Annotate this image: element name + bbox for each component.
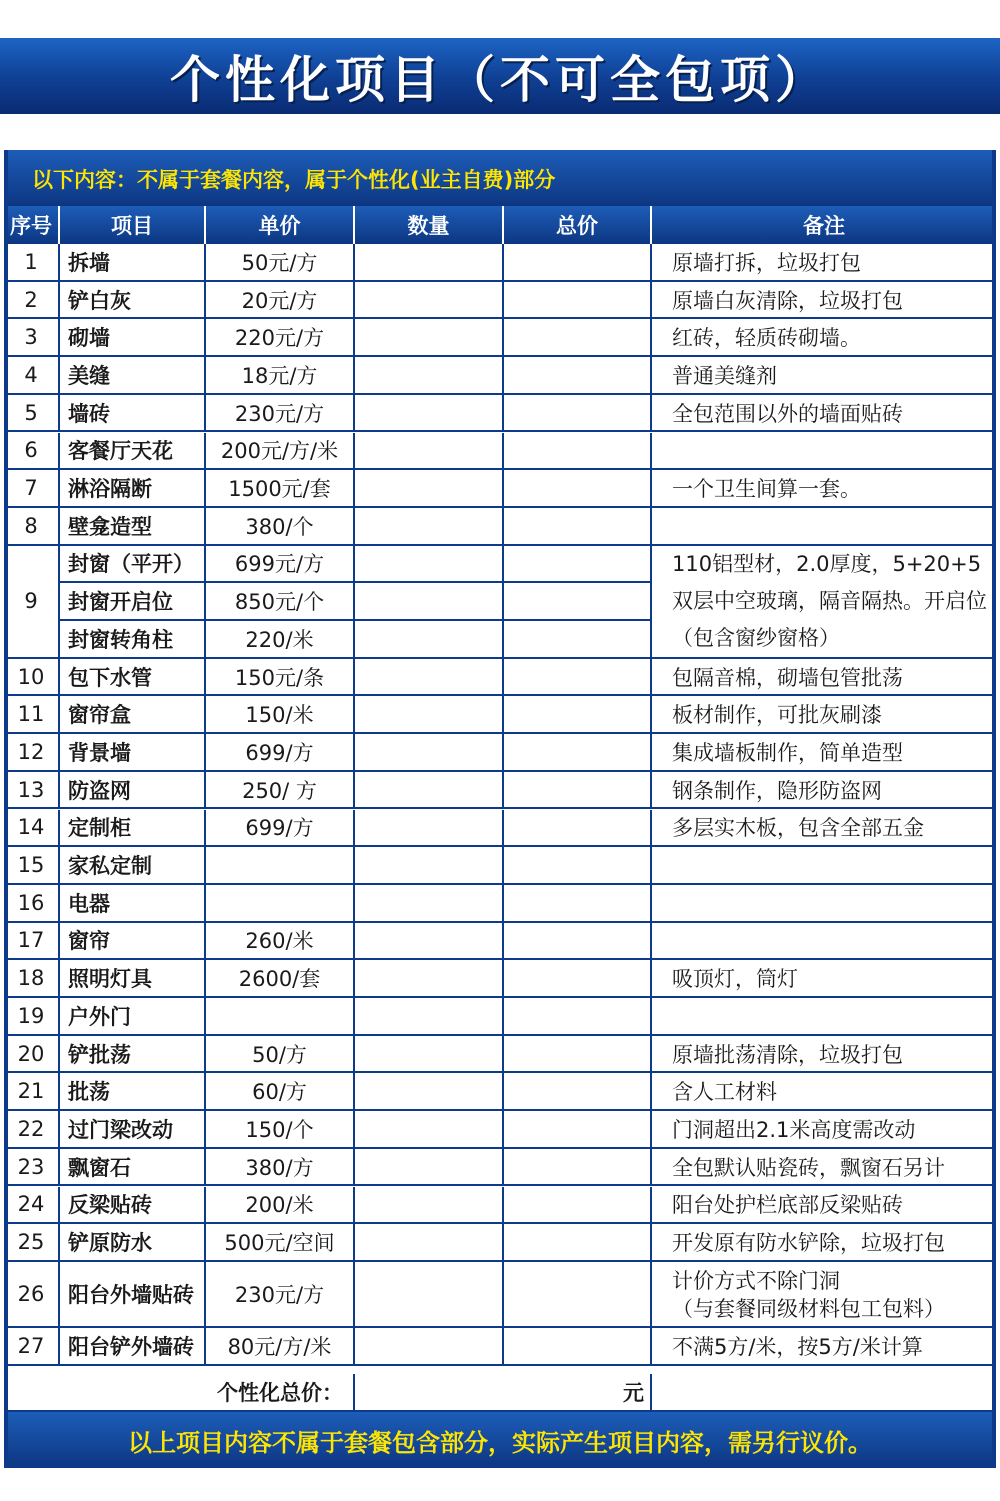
row-total: [504, 470, 652, 508]
row-item: 淋浴隔断: [60, 470, 206, 508]
row-note: [652, 508, 996, 546]
row-price: 260/米: [206, 923, 355, 961]
row-note: [652, 998, 996, 1036]
row-quantity: [355, 244, 504, 282]
row-quantity: [355, 1036, 504, 1074]
row-note: 钢条制作，隐形防盗网: [652, 772, 996, 810]
row-number: 15: [4, 847, 60, 885]
row-number: 10: [4, 659, 60, 697]
row-price: [206, 885, 355, 923]
row-total: [504, 810, 652, 848]
price-table-frame: [4, 150, 996, 1468]
row-note: 门洞超出2.1米高度需改动: [652, 1111, 996, 1149]
row-price: 380/个: [206, 508, 355, 546]
row-item: 封窗（平开）: [60, 546, 206, 584]
row-note: 含人工材料: [652, 1073, 996, 1111]
row-quantity: [355, 583, 504, 621]
row-total: [504, 546, 652, 584]
row-quantity: [355, 847, 504, 885]
row-number: 8: [4, 508, 60, 546]
row-price: 699/方: [206, 810, 355, 848]
row-price: 2600/套: [206, 960, 355, 998]
row-note: 不满5方/米，按5方/米计算: [652, 1328, 996, 1366]
row-note: 原墙白灰清除，垃圾打包: [652, 282, 996, 320]
row-item: 铲白灰: [60, 282, 206, 320]
row-number: 4: [4, 357, 60, 395]
row-total: [504, 1073, 652, 1111]
row-price: 230元/方: [206, 395, 355, 433]
row-quantity: [355, 508, 504, 546]
row-number: 21: [4, 1073, 60, 1111]
row-quantity: [355, 282, 504, 320]
row-price: 220元/方: [206, 319, 355, 357]
header-total: 总价: [504, 206, 652, 244]
row-quantity: [355, 1187, 504, 1225]
row-price: 1500元/套: [206, 470, 355, 508]
row-price: 150元/条: [206, 659, 355, 697]
row-quantity: [355, 433, 504, 471]
note-line: 计价方式不除门洞: [672, 1268, 840, 1293]
row-number: 5: [4, 395, 60, 433]
row-total: [504, 1187, 652, 1225]
row-note: 开发原有防水铲除，垃圾打包: [652, 1224, 996, 1262]
row-total: [504, 583, 652, 621]
row-number: 19: [4, 998, 60, 1036]
row-price: 250/ 方: [206, 772, 355, 810]
row-total: [504, 1149, 652, 1187]
row-note: 原墙打拆，垃圾打包: [652, 244, 996, 282]
row-quantity: [355, 395, 504, 433]
row-quantity: [355, 1149, 504, 1187]
row-note: [652, 847, 996, 885]
table-subheading: 以下内容：不属于套餐内容，属于个性化(业主自费)部分: [32, 168, 556, 192]
row-note: 全包范围以外的墙面贴砖: [652, 395, 996, 433]
row-price: 500元/空间: [206, 1224, 355, 1262]
row-total: [504, 998, 652, 1036]
row-total: [504, 319, 652, 357]
row-item: 壁龛造型: [60, 508, 206, 546]
row-total: [504, 1111, 652, 1149]
row-total: [504, 885, 652, 923]
row-note: 110铝型材，2.0厚度，5+20+5双层中空玻璃，隔音隔热。开启位（包含窗纱窗格）: [652, 546, 996, 659]
row-price: [206, 998, 355, 1036]
row-total: [504, 357, 652, 395]
row-quantity: [355, 998, 504, 1036]
footer-bar: [4, 1412, 996, 1468]
row-total: [504, 1262, 652, 1328]
row-total: [504, 433, 652, 471]
row-note: 板材制作，可批灰刷漆: [652, 696, 996, 734]
row-number: 17: [4, 923, 60, 961]
row-note: 吸顶灯，筒灯: [652, 960, 996, 998]
row-quantity: [355, 1328, 504, 1366]
total-label: 个性化总价：: [4, 1374, 355, 1412]
row-item: 批荡: [60, 1073, 206, 1111]
note-line: （与套餐同级材料包工包料）: [672, 1296, 945, 1321]
row-quantity: [355, 546, 504, 584]
total-row: [4, 1374, 996, 1412]
row-item: 封窗转角柱: [60, 621, 206, 659]
row-total: [504, 395, 652, 433]
row-price: 699/方: [206, 734, 355, 772]
row-note: 包隔音棉，砌墙包管批荡: [652, 659, 996, 697]
row-quantity: [355, 357, 504, 395]
row-number: 20: [4, 1036, 60, 1074]
row-item: 铲批荡: [60, 1036, 206, 1074]
row-price: 220/米: [206, 621, 355, 659]
row-note: 阳台处护栏底部反梁贴砖: [652, 1187, 996, 1225]
row-note: 普通美缝剂: [652, 357, 996, 395]
row-number: 25: [4, 1224, 60, 1262]
row-price: 850元/个: [206, 583, 355, 621]
row-item: 防盗网: [60, 772, 206, 810]
row-total: [504, 734, 652, 772]
row-number: 12: [4, 734, 60, 772]
row-number: 22: [4, 1111, 60, 1149]
row-item: 过门梁改动: [60, 1111, 206, 1149]
row-total: [504, 1328, 652, 1366]
row-price: 80元/方/米: [206, 1328, 355, 1366]
row-price: [206, 847, 355, 885]
row-item: 客餐厅天花: [60, 433, 206, 471]
row-quantity: [355, 1073, 504, 1111]
row-total: [504, 960, 652, 998]
row-item: 窗帘: [60, 923, 206, 961]
total-note-cell: [652, 1374, 996, 1412]
table-body: [4, 244, 996, 1412]
total-unit: 元: [355, 1374, 652, 1412]
page-title: 个性化项目（不可全包项）: [170, 51, 830, 109]
row-item: 砌墙: [60, 319, 206, 357]
row-note: [652, 923, 996, 961]
row-total: [504, 847, 652, 885]
row-item: 阳台铲外墙砖: [60, 1328, 206, 1366]
row-quantity: [355, 960, 504, 998]
row-item: 飘窗石: [60, 1149, 206, 1187]
row-number: 11: [4, 696, 60, 734]
row-total: [504, 621, 652, 659]
row-note: 一个卫生间算一套。: [652, 470, 996, 508]
row-note: 全包默认贴瓷砖，飘窗石另计: [652, 1149, 996, 1187]
row-total: [504, 923, 652, 961]
row-number: 18: [4, 960, 60, 998]
row-price: 20元/方: [206, 282, 355, 320]
row-item: 电器: [60, 885, 206, 923]
footer-note: 以上项目内容不属于套餐包含部分，实际产生项目内容，需另行议价。: [128, 1428, 872, 1457]
row-item: 窗帘盒: [60, 696, 206, 734]
row-number: 14: [4, 810, 60, 848]
row-total: [504, 772, 652, 810]
row-number: 1: [4, 244, 60, 282]
row-number: 7: [4, 470, 60, 508]
row-price: 230元/方: [206, 1262, 355, 1328]
row-item: 拆墙: [60, 244, 206, 282]
row-number: 6: [4, 433, 60, 471]
row-note: [652, 1262, 996, 1328]
row-price: 60/方: [206, 1073, 355, 1111]
row-price: 18元/方: [206, 357, 355, 395]
row-item: 反梁贴砖: [60, 1187, 206, 1225]
row-note: [652, 433, 996, 471]
row-number: 2: [4, 282, 60, 320]
row-item: 家私定制: [60, 847, 206, 885]
row-number: 24: [4, 1187, 60, 1225]
title-banner: [0, 38, 1000, 114]
row-number: 16: [4, 885, 60, 923]
row-item: 包下水管: [60, 659, 206, 697]
row-quantity: [355, 772, 504, 810]
row-quantity: [355, 319, 504, 357]
row-quantity: [355, 470, 504, 508]
row-item: 阳台外墙贴砖: [60, 1262, 206, 1328]
row-price: 150/个: [206, 1111, 355, 1149]
row-number: 26: [4, 1262, 60, 1328]
row-price: 50元/方: [206, 244, 355, 282]
row-item: 封窗开启位: [60, 583, 206, 621]
row-quantity: [355, 734, 504, 772]
row-price: 380/方: [206, 1149, 355, 1187]
row-number: 23: [4, 1149, 60, 1187]
row-total: [504, 244, 652, 282]
row-price: 200/米: [206, 1187, 355, 1225]
row-total: [504, 696, 652, 734]
header-price: 单价: [206, 206, 355, 244]
row-item: 美缝: [60, 357, 206, 395]
row-number: 27: [4, 1328, 60, 1366]
header-quantity: 数量: [355, 206, 504, 244]
row-item: 照明灯具: [60, 960, 206, 998]
row-number: 9: [4, 546, 60, 659]
row-note: 红砖，轻质砖砌墙。: [652, 319, 996, 357]
row-quantity: [355, 1262, 504, 1328]
row-price: 50/方: [206, 1036, 355, 1074]
row-item: 背景墙: [60, 734, 206, 772]
row-total: [504, 659, 652, 697]
header-num: 序号: [4, 206, 60, 244]
table-header-row: [4, 206, 996, 244]
row-note: 集成墙板制作，简单造型: [652, 734, 996, 772]
row-quantity: [355, 1224, 504, 1262]
row-quantity: [355, 885, 504, 923]
row-item: 户外门: [60, 998, 206, 1036]
row-item: 定制柜: [60, 810, 206, 848]
row-total: [504, 508, 652, 546]
row-item: 墙砖: [60, 395, 206, 433]
row-price: 200元/方/米: [206, 433, 355, 471]
row-total: [504, 282, 652, 320]
row-total: [504, 1224, 652, 1262]
row-note: 多层实木板，包含全部五金: [652, 810, 996, 848]
row-number: 3: [4, 319, 60, 357]
row-price: 150/米: [206, 696, 355, 734]
row-note: [652, 885, 996, 923]
header-item: 项目: [60, 206, 206, 244]
row-number: 13: [4, 772, 60, 810]
table-subheading-bar: [4, 150, 996, 206]
row-quantity: [355, 621, 504, 659]
row-note: 原墙批荡清除，垃圾打包: [652, 1036, 996, 1074]
header-note: 备注: [803, 214, 845, 238]
row-quantity: [355, 1111, 504, 1149]
row-quantity: [355, 696, 504, 734]
row-price: 699元/方: [206, 546, 355, 584]
row-quantity: [355, 810, 504, 848]
row-quantity: [355, 923, 504, 961]
row-item: 铲原防水: [60, 1224, 206, 1262]
row-quantity: [355, 659, 504, 697]
row-total: [504, 1036, 652, 1074]
